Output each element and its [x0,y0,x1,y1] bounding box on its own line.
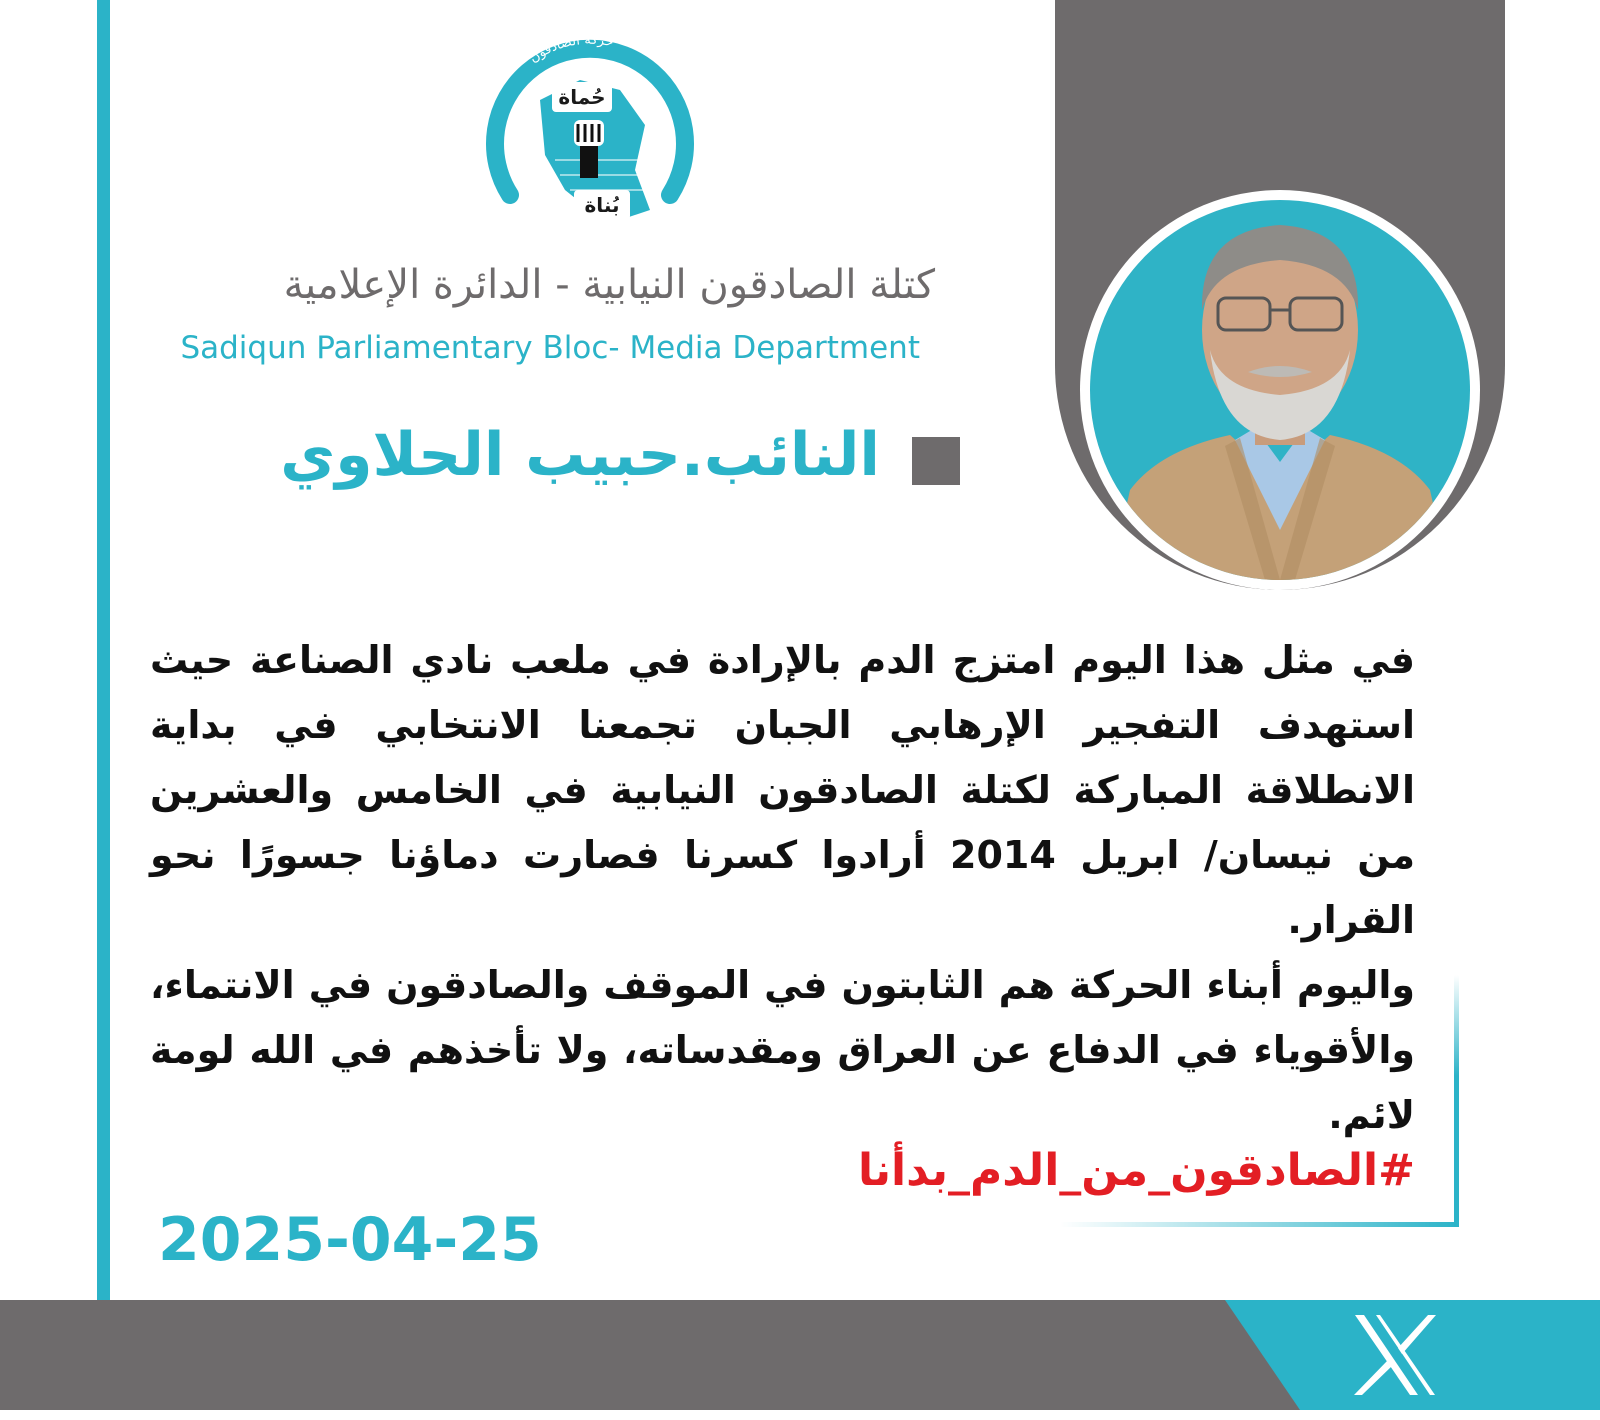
statement-paragraph-1: في مثل هذا اليوم امتزج الدم بالإرادة في ملعب نادي الصناعة حيث استهدف التفجير الإرهابي الجبان تجمعنا الانتخابي في بداية الانطلاقة المباركة لكتلة الصادقون النيابية في الخامس والعشرين من نيسان/ ابريل 2014 أرادوا كسرنا فصارت دماؤنا جسورًا نحو القرار. [150,638,1416,942]
bloc-name-arabic: كتلة الصادقون النيابية - الدائرة الإعلامية [283,262,935,308]
movement-logo [470,20,710,260]
statement-frame-bottom [1060,1222,1459,1227]
post-date: 2025-04-25 [158,1205,542,1275]
logo-title-top: حُماة [558,85,606,109]
x-icon[interactable] [1350,1310,1440,1400]
bloc-name-english: Sadiqun Parliamentary Bloc- Media Department [180,330,920,366]
speaker-photo [1090,200,1470,580]
statement-body [150,628,1415,1148]
speaker-name: النائب.حبيب الحلاوي [280,420,880,490]
statement-paragraph-2: واليوم أبناء الحركة هم الثابتون في الموقف والصادقون في الانتماء، والأقوياء في الدفاع عن العراق ومقدساته، ولا تأخذهم في الله لومة لائم. [150,963,1415,1137]
hashtag[interactable]: #الصادقون_من_الدم_بدأنا [857,1145,1415,1196]
statement-frame-right [1454,975,1459,1227]
logo-ring-text: حركة الصادقون [526,32,615,66]
name-bullet-square [912,437,960,485]
logo-title-bottom: بُناة [584,193,620,217]
left-accent-bar [97,0,110,1300]
portrait-illustration [1090,200,1470,580]
